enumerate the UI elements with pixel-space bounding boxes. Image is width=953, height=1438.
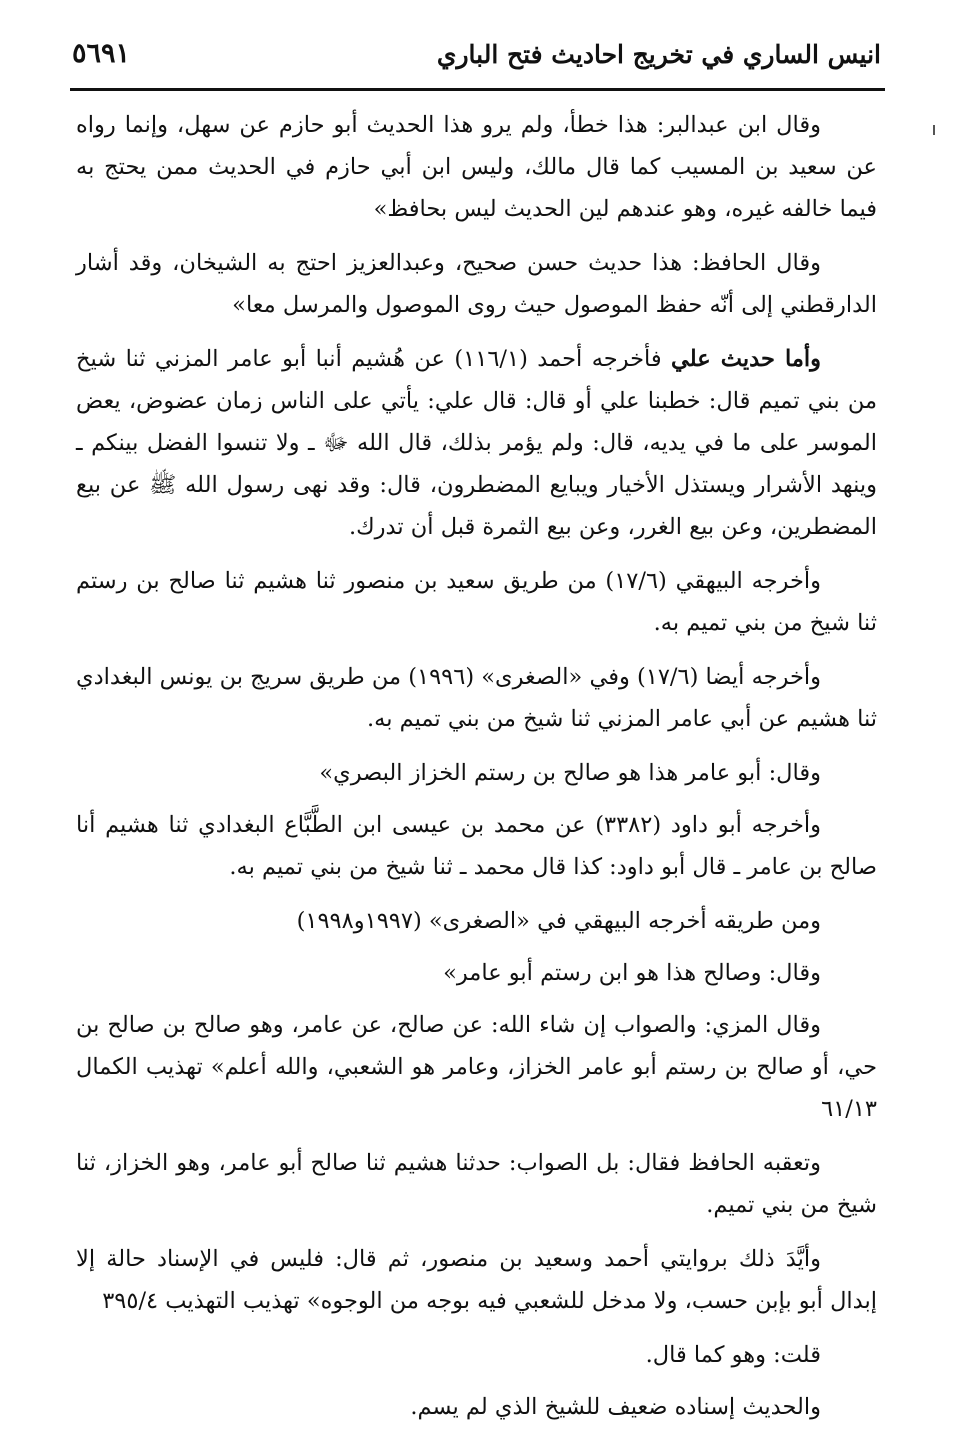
paragraph [76, 1142, 877, 1226]
paragraph-text: وقال ابن عبدالبر: هذا خطأ، ولم يرو هذا الحديث أبو حازم عن سهل، وإنما رواه عن سعيد بن المسيب كما قال مالك، وليس ابن أبي حازم في الحديث ممن يحتج به فيما خالفه غيره، وهو عندهم لين الحديث ليس بحافظ» [76, 112, 877, 222]
paragraph-text: وقال المزي: والصواب إن شاء الله: عن صالح، عن عامر، وهو صالح بن صالح بن حي، أو صالح بن رستم أبو عامر الخزاز، وعامر هو الشعبي، والله أعلم» تهذيب الكمال ٦١/١٣ [76, 1012, 877, 1122]
paragraph [76, 104, 877, 230]
paragraph-lead: وأما حديث علي [671, 346, 821, 372]
paragraph-text: والحديث إسناده ضعيف للشيخ الذي لم يسم. [410, 1394, 821, 1420]
running-header [72, 34, 881, 86]
paragraph-text: وأخرجه أبو داود (٣٣٨٢) عن محمد بن عيسى ابن الطَّبَّاع البغدادي ثنا هشيم أنا صالح بن عامر ـ قال أبو داود: كذا قال محمد ـ ثنا شيخ من بني تميم به. [76, 812, 877, 880]
paragraph [76, 242, 877, 326]
paragraph [76, 338, 877, 548]
paragraph-text: وأيَّدَ ذلك بروايتي أحمد وسعيد بن منصور، ثم قال: فليس في الإسناد حالة إلا إبدال أبو بإبن حسب، ولا مدخل للشعبي فيه بوجه من الوجوه» تهذيب التهذيب ٣٩٥/٤ [76, 1246, 877, 1314]
paragraph-text: وقال الحافظ: هذا حديث حسن صحيح، وعبدالعزيز احتج به الشيخان، وقد أشار الدارقطني إلى أنّه حفظ الموصول حيث روى الموصول والمرسل معا» [76, 250, 877, 318]
paragraph [76, 952, 877, 994]
paragraph [76, 1334, 877, 1376]
paragraph [76, 1386, 877, 1428]
paragraph [76, 804, 877, 888]
paragraph-text: وأخرجه البيهقي (١٧/٦) من طريق سعيد بن منصور ثنا هشيم ثنا صالح بن رستم ثنا شيخ من بني تميم به. [76, 568, 877, 636]
paragraph-text: وقال: وصالح هذا هو ابن رستم أبو عامر» [443, 960, 821, 986]
paragraph [76, 900, 877, 942]
paragraph [76, 656, 877, 740]
page-number: ٥٦٩١ [72, 38, 131, 69]
paragraph-text: وتعقبه الحافظ فقال: بل الصواب: حدثنا هشيم ثنا صالح أبو عامر، وهو الخزاز، ثنا شيخ من بني تميم. [76, 1150, 877, 1218]
page-body [76, 104, 877, 1438]
paragraph-text: فأخرجه أحمد (١١٦/١) عن هُشيم أنبا أبو عامر المزني ثنا شيخ من بني تميم قال: خطبنا علي أو قال: قال علي: يأتي على الناس زمان عضوض، يعض الموسر على ما في يديه، قال: ولم يؤمر بذلك، قال الله ﷻ ـ ولا تنسوا الفضل بينكم ـ وينهد الأشرار ويستذل الأخيار ويبايع المضطرون، قال: وقد نهى رسول الله ﷺ عن بيع المضطرين، وعن بيع الغرر، وعن بيع الثمرة قبل أن تدرك. [76, 346, 877, 540]
paragraph-text: ومن طريقه أخرجه البيهقي في «الصغرى» (١٩٩٧و١٩٩٨) [296, 908, 821, 934]
margin-mark [933, 125, 935, 135]
paragraph [76, 1004, 877, 1130]
paragraph-text: وقال: أبو عامر هذا هو صالح بن رستم الخزاز البصري» [319, 760, 821, 786]
paragraph [76, 1238, 877, 1322]
header-rule [70, 88, 885, 91]
book-title: انيس الساري في تخريج احاديث فتح الباري [436, 40, 881, 69]
paragraph [76, 560, 877, 644]
paragraph [76, 752, 877, 794]
paragraph-text: قلت: وهو كما قال. [645, 1342, 821, 1368]
paragraph-text: وأخرجه أيضا (١٧/٦) وفي «الصغرى» (١٩٩٦) من طريق سريج بن يونس البغدادي ثنا هشيم عن أبي عامر المزني ثنا شيخ من بني تميم به. [76, 664, 877, 732]
